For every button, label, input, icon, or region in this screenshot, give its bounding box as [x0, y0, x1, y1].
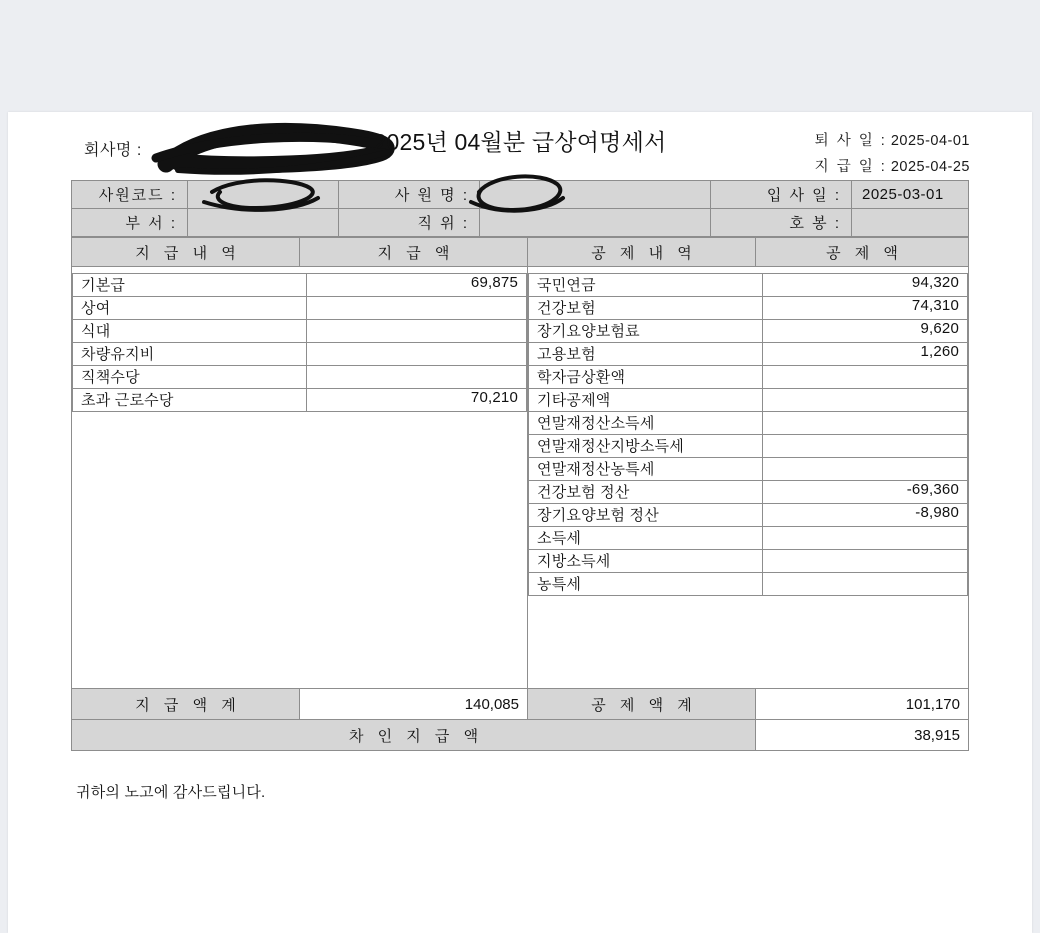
deduction-item-4: 학자금상환액 [529, 366, 763, 389]
deduction-item-8: 연말재정산농특세 [529, 458, 763, 481]
net-pay-value: 38,915 [756, 720, 969, 751]
list-item [529, 366, 968, 389]
deduction-amount-6 [763, 412, 968, 435]
list-item [529, 297, 968, 320]
pay-date-value: 2025-04-25 [890, 159, 970, 175]
list-item [73, 343, 527, 366]
deduction-item-6: 연말재정산소득세 [529, 412, 763, 435]
earning-amount-3 [307, 343, 527, 366]
earning-item-2: 식대 [73, 320, 307, 343]
deduction-amount-9: -69,360 [763, 481, 968, 504]
position-value [480, 209, 711, 237]
deduction-amount-10: -8,980 [763, 504, 968, 527]
deduction-amount-4 [763, 366, 968, 389]
deductions-list [528, 273, 968, 596]
deduction-item-5: 기타공제액 [529, 389, 763, 412]
position-label: 직 위 : [339, 209, 480, 237]
list-item [529, 274, 968, 297]
list-item [73, 274, 527, 297]
deduction-amount-5 [763, 389, 968, 412]
list-item [529, 573, 968, 596]
info-row-1 [72, 181, 969, 209]
pay-date-label: 지 급 일 : [814, 159, 887, 175]
footer-note: 귀하의 노고에 감사드립니다. [76, 784, 266, 801]
earning-item-0: 기본급 [73, 274, 307, 297]
deduction-item-0: 국민연금 [529, 274, 763, 297]
list-item [73, 297, 527, 320]
pay-detail-table [71, 237, 969, 751]
earnings-total-label: 지 급 액 계 [72, 689, 300, 720]
earning-amount-4 [307, 366, 527, 389]
leave-date-label: 퇴 사 일 : [814, 133, 887, 149]
deduction-amount-3: 1,260 [763, 343, 968, 366]
net-pay-label: 차 인 지 급 액 [72, 720, 756, 751]
employee-code-label: 사원코드 : [72, 181, 188, 209]
payslip-document [8, 112, 1032, 933]
deduction-item-12: 지방소득세 [529, 550, 763, 573]
deduction-amount-11 [763, 527, 968, 550]
table-header-row [72, 238, 969, 267]
earnings-total-value: 140,085 [300, 689, 528, 720]
deduction-amount-8 [763, 458, 968, 481]
deductions-cell [528, 267, 969, 689]
earning-item-3: 차량유지비 [73, 343, 307, 366]
list-item [73, 320, 527, 343]
join-date-value: 2025-03-01 [852, 181, 969, 209]
pay-date-row [815, 154, 970, 180]
earning-item-5: 초과 근로수당 [73, 389, 307, 412]
department-label: 부 서 : [72, 209, 188, 237]
col-deductions-item: 공 제 내 역 [528, 238, 756, 267]
col-deductions-amount: 공 제 액 [756, 238, 969, 267]
list-item [529, 458, 968, 481]
earning-amount-5: 70,210 [307, 389, 527, 412]
deduction-item-3: 고용보험 [529, 343, 763, 366]
document-header [8, 112, 1032, 180]
pay-grade-value [852, 209, 969, 237]
deduction-amount-7 [763, 435, 968, 458]
deduction-item-7: 연말재정산지방소득세 [529, 435, 763, 458]
list-item [529, 435, 968, 458]
leave-date-row [815, 128, 970, 154]
page-title: 2025년 04월분 급상여명세서 [373, 129, 667, 155]
list-item [73, 389, 527, 412]
deduction-item-10: 장기요양보험 정산 [529, 504, 763, 527]
list-item [529, 504, 968, 527]
earning-item-4: 직책수당 [73, 366, 307, 389]
leave-date-value: 2025-04-01 [890, 133, 970, 149]
table-body-row [72, 267, 969, 689]
department-value [188, 209, 339, 237]
totals-row [72, 689, 969, 720]
earning-amount-0: 69,875 [307, 274, 527, 297]
earning-item-1: 상여 [73, 297, 307, 320]
deduction-item-1: 건강보험 [529, 297, 763, 320]
list-item [529, 481, 968, 504]
company-name-label: 회사명 : [84, 142, 142, 159]
deduction-amount-12 [763, 550, 968, 573]
employee-info-table [71, 180, 969, 237]
list-item [529, 527, 968, 550]
join-date-label: 입 사 일 : [711, 181, 852, 209]
deduction-item-11: 소득세 [529, 527, 763, 550]
earnings-cell [72, 267, 528, 689]
deduction-amount-1: 74,310 [763, 297, 968, 320]
deduction-item-9: 건강보험 정산 [529, 481, 763, 504]
employee-name-value [480, 181, 711, 209]
header-right-block [815, 128, 970, 180]
info-row-2 [72, 209, 969, 237]
list-item [529, 412, 968, 435]
deduction-amount-13 [763, 573, 968, 596]
employee-name-label: 사 원 명 : [339, 181, 480, 209]
col-earnings-item: 지 급 내 역 [72, 238, 300, 267]
list-item [529, 550, 968, 573]
deduction-amount-0: 94,320 [763, 274, 968, 297]
list-item [529, 343, 968, 366]
earning-amount-2 [307, 320, 527, 343]
list-item [73, 366, 527, 389]
earnings-list [72, 273, 527, 412]
list-item [529, 320, 968, 343]
earning-amount-1 [307, 297, 527, 320]
list-item [529, 389, 968, 412]
employee-code-value [188, 181, 339, 209]
deduction-item-2: 장기요양보험료 [529, 320, 763, 343]
pay-grade-label: 호 봉 : [711, 209, 852, 237]
deductions-total-label: 공 제 액 계 [528, 689, 756, 720]
deduction-amount-2: 9,620 [763, 320, 968, 343]
net-pay-row [72, 720, 969, 751]
deductions-total-value: 101,170 [756, 689, 969, 720]
col-earnings-amount: 지 급 액 [300, 238, 528, 267]
deduction-item-13: 농특세 [529, 573, 763, 596]
